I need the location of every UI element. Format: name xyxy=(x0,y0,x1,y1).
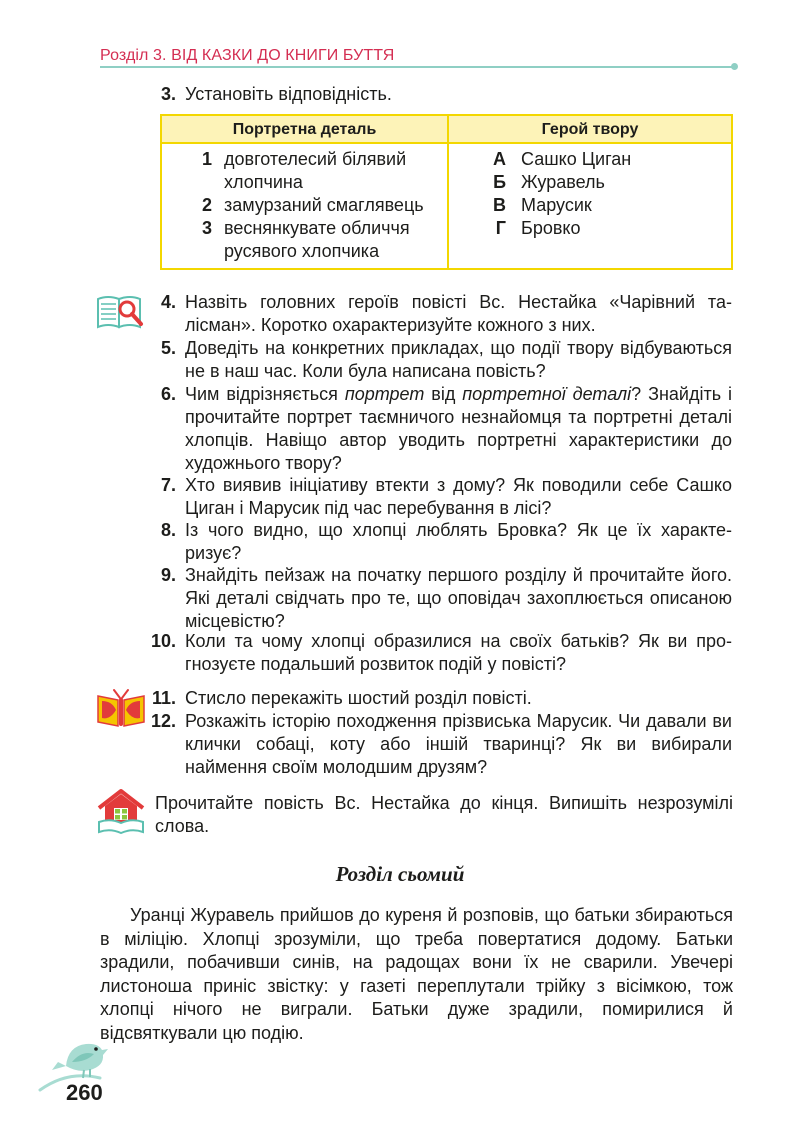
task-8 xyxy=(120,519,732,565)
task-text-part: Чим відрізняється xyxy=(185,384,345,404)
task-10 xyxy=(120,630,732,676)
task-4 xyxy=(120,291,732,337)
section-header: Розділ 3. ВІД КАЗКИ ДО КНИГИ БУТТЯ xyxy=(100,47,395,64)
task-number: 6. xyxy=(160,384,176,404)
homework-text: Прочитайте повість Вс. Нестайка до кінця. Випишіть незрозумілі слова. xyxy=(155,793,733,836)
task-number: 3. xyxy=(160,84,176,104)
detail-line: замурзаний смаглявець xyxy=(224,195,424,215)
hero-name: Марусик xyxy=(521,195,592,215)
page-number: 260 xyxy=(66,1080,103,1105)
task-text: Стисло перекажіть шостий розділ повісті. xyxy=(185,688,532,708)
task-text: Назвіть головних героїв повісті Вс. Нестайка «Чарівний талісман». Коротко охарактеризуйте кожного з них. xyxy=(185,292,732,335)
task-text: Доведіть на конкретних прикладах, що події твору відбуваються не в наш час. Коли була написана повість? xyxy=(185,338,732,381)
task-text: Установіть відповідність. xyxy=(185,84,392,104)
task-text xyxy=(185,383,732,475)
chapter-paragraph: Уранці Журавель прийшов до куреня й розповів, що батьки збираються в міліцію. Хлопці зрозуміли, що треба повертатися додому. Батьки зрадили, побачивши синів, на радощах вони їх не сварили. Увечері листоноша приніс звістку: у газеті переплутали трійку з вісімкою, тож хлопці нічого не виграли. Батьки дуже зрадили, помирилися й відсвяткували цю подію. xyxy=(100,905,733,1043)
hero-name: Журавель xyxy=(521,172,605,192)
detail-number: 1 xyxy=(201,149,212,169)
header-divider xyxy=(100,66,734,68)
portrait-details-column xyxy=(161,143,448,269)
hero-name: Бровко xyxy=(521,218,581,238)
hero-item xyxy=(449,217,731,240)
task-text: Розкажіть історію походження прізвиська Марусик. Чи давали ви клички собаці, коту або іншій тваринці? Як ви вибирали наймення своїм молодшим друзям? xyxy=(185,711,732,777)
table-header-portrait-detail: Портретна деталь xyxy=(161,115,448,143)
task-number: 12. xyxy=(150,711,176,731)
task-11 xyxy=(120,687,732,710)
task-12 xyxy=(120,710,732,779)
task-emphasis: портретної деталі xyxy=(462,384,632,404)
matching-table xyxy=(160,114,733,270)
task-emphasis: портрет xyxy=(344,384,425,404)
hero-letter: В xyxy=(493,195,506,215)
task-number: 4. xyxy=(160,292,176,312)
detail-line: довготелесий білявий xyxy=(224,149,407,169)
detail-text xyxy=(224,217,410,263)
task-text: Із чого видно, що хлопці люблять Бровка? Як це їх характеризує? xyxy=(185,520,732,563)
task-text: Знайдіть пейзаж на початку першого розділу й прочитайте його. Які деталі свідчать про те, що оповідач захоплюється описаною місцевістю? xyxy=(185,565,732,631)
hero-letter: Г xyxy=(495,218,506,238)
task-3 xyxy=(120,83,732,106)
task-number: 11. xyxy=(151,688,176,708)
header-divider-dot xyxy=(731,63,738,70)
task-6 xyxy=(120,383,732,475)
hero-name: Сашко Циган xyxy=(521,149,632,169)
task-9 xyxy=(120,564,732,633)
task-text: Коли та чому хлопці образилися на своїх батьків? Як ви прогнозуєте подальший розвиток подій у повісті? xyxy=(185,631,732,674)
homework-task xyxy=(155,792,733,838)
detail-number: 3 xyxy=(201,218,212,238)
task-number: 8. xyxy=(160,520,176,540)
detail-item xyxy=(162,217,447,263)
detail-line: русявого хлопчика xyxy=(224,241,380,261)
detail-line: веснянкувате обличчя xyxy=(224,218,410,238)
detail-line: хлопчина xyxy=(224,172,303,192)
table-header-hero: Герой твору xyxy=(448,115,732,143)
detail-item xyxy=(162,148,447,194)
hero-item xyxy=(449,148,731,171)
detail-item xyxy=(162,194,447,217)
hero-letter: Б xyxy=(493,172,506,192)
detail-number: 2 xyxy=(201,195,212,215)
task-number: 9. xyxy=(160,565,176,585)
task-number: 10. xyxy=(150,631,176,651)
hero-item xyxy=(449,171,731,194)
task-5 xyxy=(120,337,732,383)
detail-text xyxy=(224,148,406,194)
hero-item xyxy=(449,194,731,217)
task-number: 5. xyxy=(160,338,176,358)
task-text: Хто виявив ініціативу втекти з дому? Як поводили себе Сашко Циган і Марусик під час перебування в лісі? xyxy=(185,475,732,518)
task-7 xyxy=(120,474,732,520)
hero-letter: А xyxy=(493,149,506,169)
task-number: 7. xyxy=(160,475,176,495)
task-text-part: від xyxy=(424,384,463,404)
house-homework-icon xyxy=(96,788,146,834)
heroes-column xyxy=(448,143,732,269)
task-text-part: ? Знайдіть і прочитайте портрет таємничого незнайомця та портретні деталі хлопців. Навіщо автор уводить портретні характеристики до художнього твору? xyxy=(185,384,732,473)
chapter-title: Розділ сьомий xyxy=(335,862,465,886)
